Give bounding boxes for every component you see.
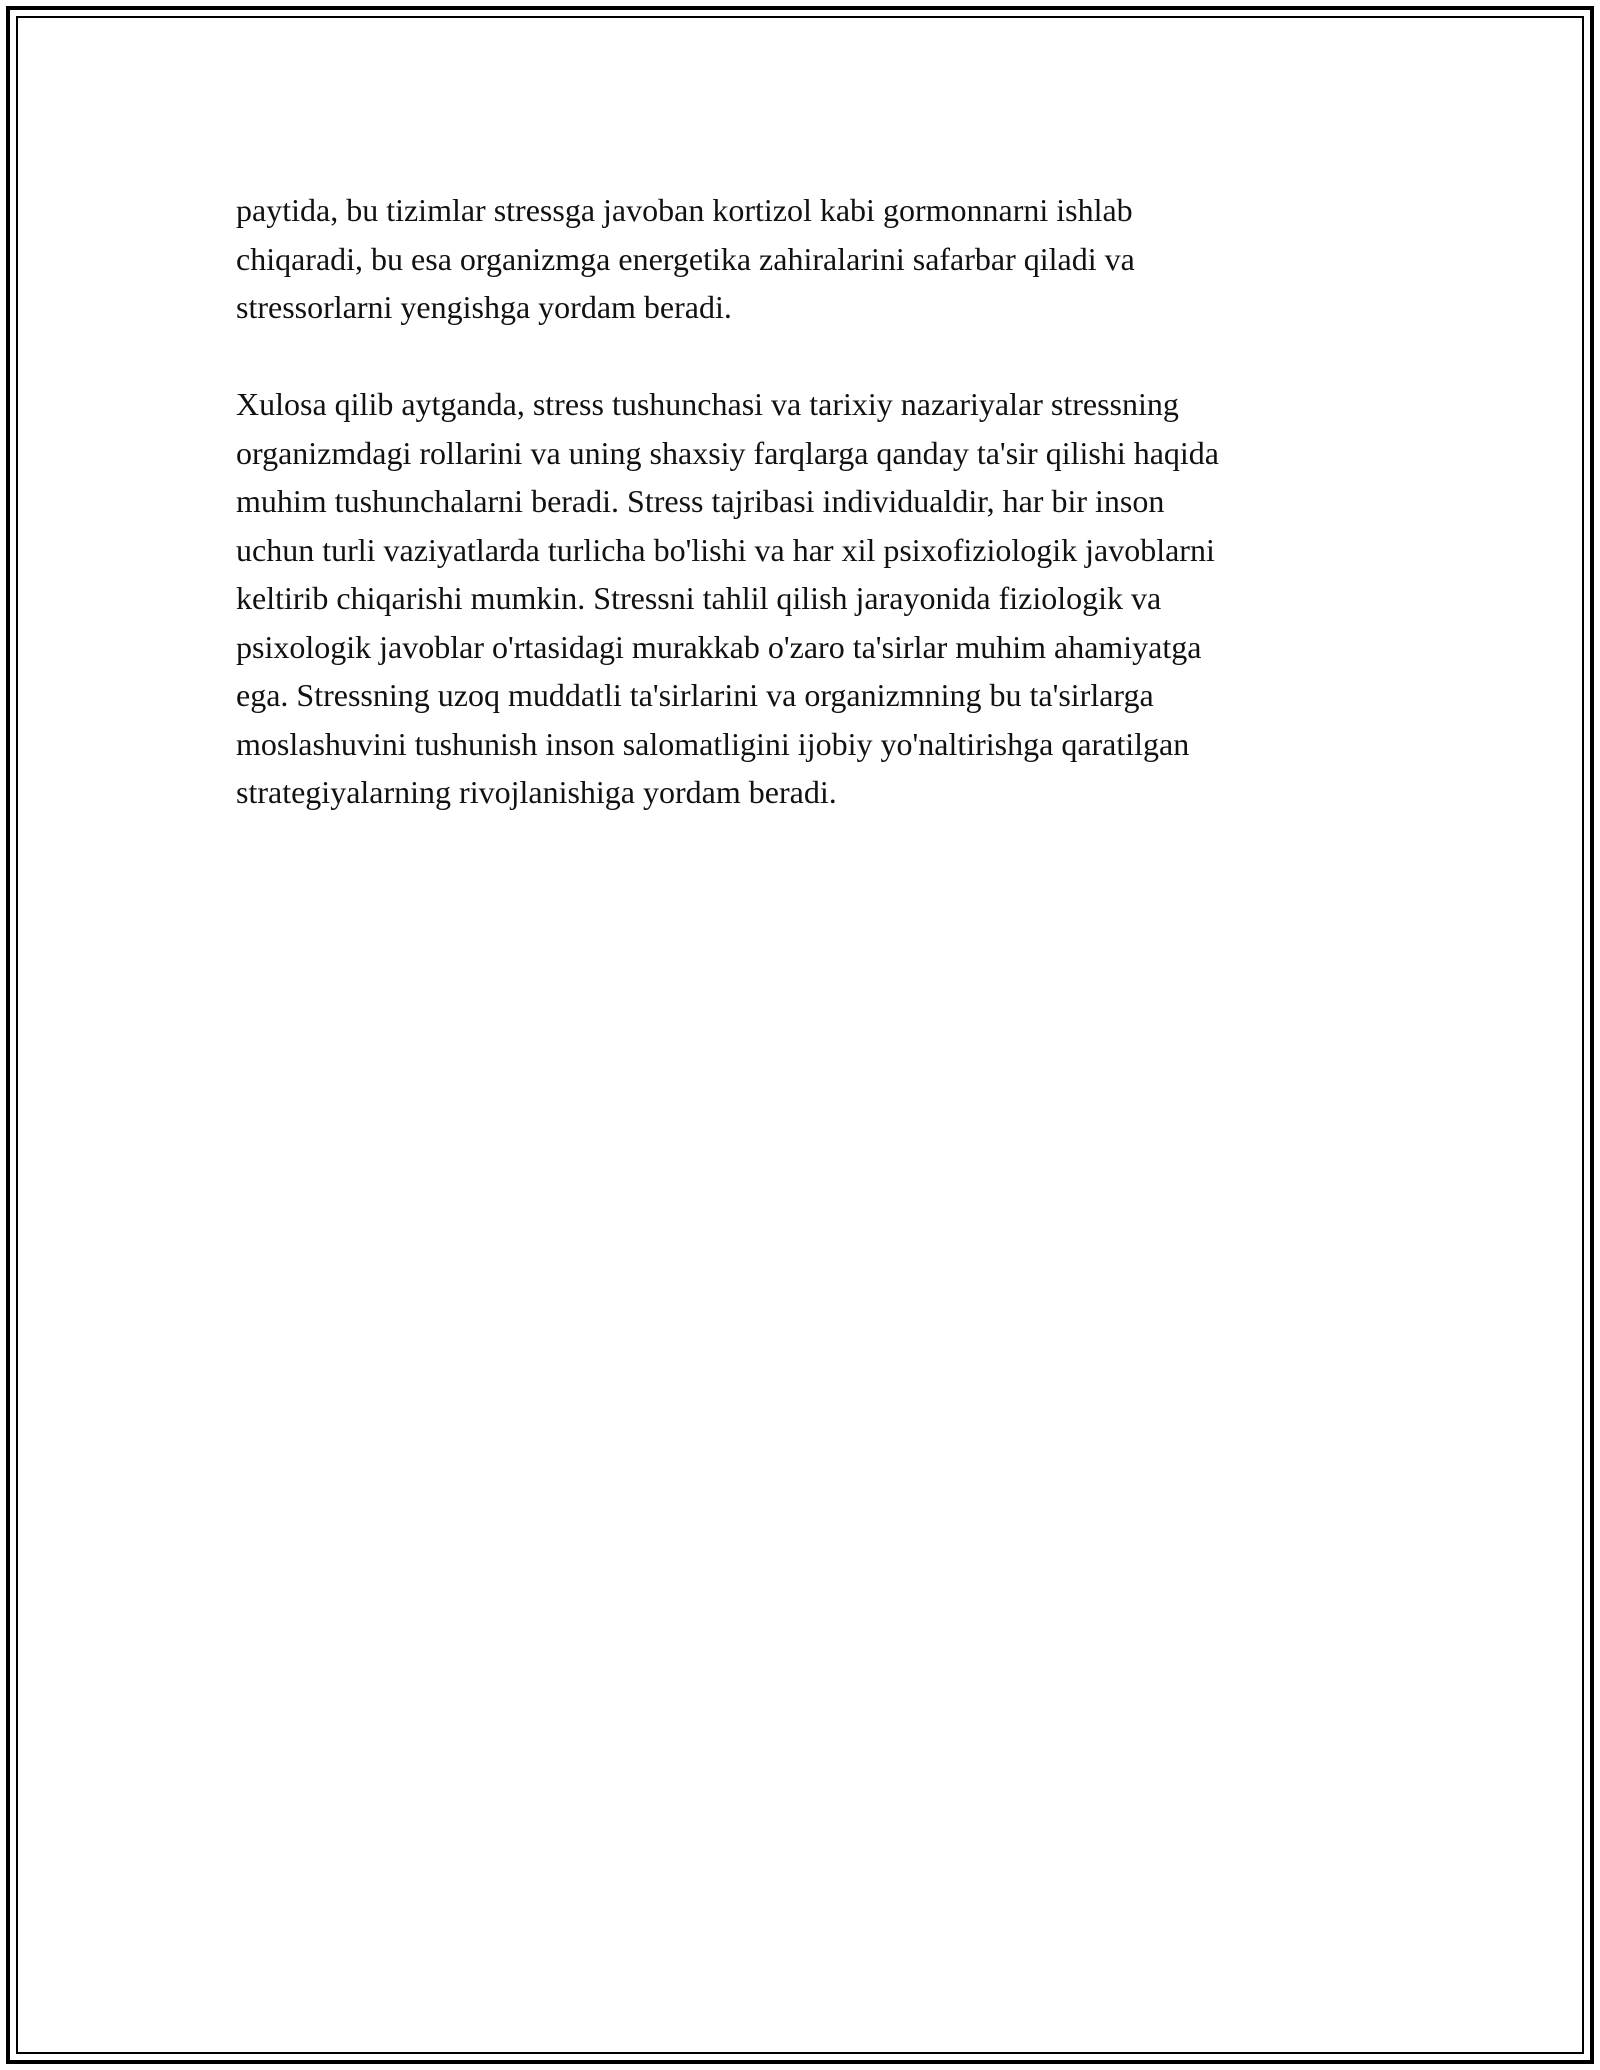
paragraph-2 bbox=[236, 380, 1386, 817]
paragraph-1 bbox=[236, 186, 1386, 332]
text-line: organizmdagi rollarini va uning shaxsiy farqlarga qanday ta'sir qilishi haqida bbox=[236, 434, 1219, 471]
text-line: moslashuvini tushunish inson salomatligini ijobiy yo'naltirishga qaratilgan bbox=[236, 725, 1190, 762]
text-line: psixologik javoblar o'rtasidagi murakkab o'zaro ta'sirlar muhim ahamiyatga bbox=[236, 628, 1202, 665]
document-body bbox=[236, 186, 1386, 865]
text-line: uchun turli vaziyatlarda turlicha bo'lishi va har xil psixofiziologik javoblarni bbox=[236, 531, 1215, 568]
text-line: muhim tushunchalarni beradi. Stress tajribasi individualdir, har bir inson bbox=[236, 483, 1165, 519]
text-line: chiqaradi, bu esa organizmga energetika zahiralarini safarbar qiladi va bbox=[236, 240, 1135, 277]
text-line: strategiyalarning rivojlanishiga yordam beradi. bbox=[236, 774, 837, 810]
text-line: Xulosa qilib aytganda, stress tushunchasi va tarixiy nazariyalar stressning bbox=[236, 386, 1179, 422]
text-line: keltirib chiqarishi mumkin. Stressni tahlil qilish jarayonida fiziologik va bbox=[236, 580, 1162, 616]
text-line: stressorlarni yengishga yordam beradi. bbox=[236, 289, 732, 325]
text-line: ega. Stressning uzoq muddatli ta'sirlarini va organizmning bu ta'sirlarga bbox=[236, 677, 1154, 713]
text-line: paytida, bu tizimlar stressga javoban kortizol kabi gormonnarni ishlab bbox=[236, 192, 1133, 228]
